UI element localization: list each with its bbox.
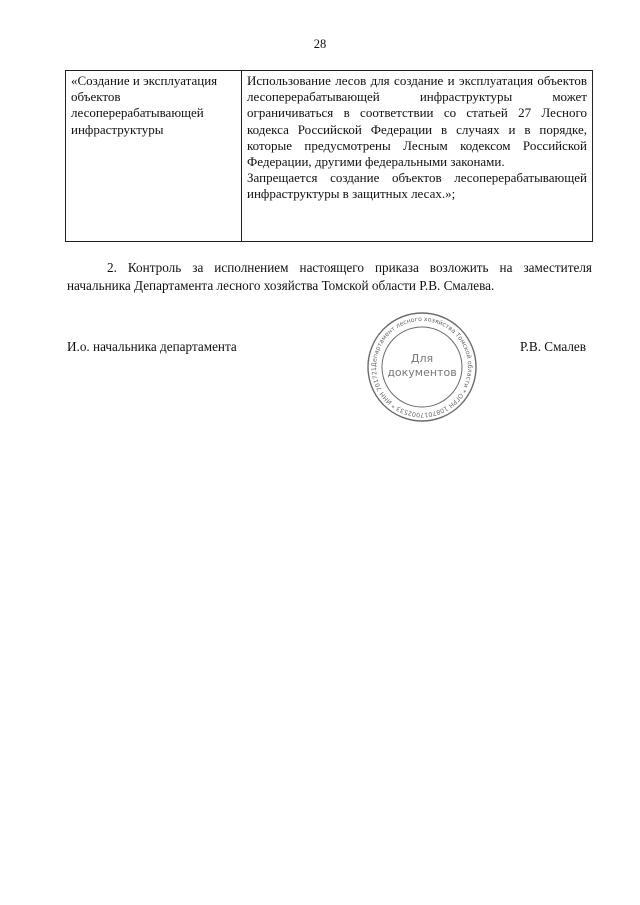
signatory-name: Р.В. Смалев (519, 339, 586, 354)
seal-center-line2: документов (387, 366, 457, 379)
official-seal-stamp (366, 311, 478, 423)
table-cell-activity: «Создание и эксплуатация объектов лесоперерабатывающей инфраструктуры (66, 71, 242, 242)
table-row (66, 71, 593, 242)
table-cell-description (242, 71, 593, 242)
regulation-table (65, 70, 593, 242)
control-paragraph: 2. Контроль за исполнением настоящего приказа возложить на заместителя начальника Департамента лесного хозяйства Томской области Р.В. Смалева. (67, 260, 592, 293)
signatory-position: И.о. начальника департамента (67, 339, 237, 354)
seal-center-line1: Для (410, 352, 434, 365)
page-number: 28 (313, 37, 327, 51)
description-paragraph-2: Запрещается создание объектов лесоперерабатывающей инфраструктуры в защитных лесах.»; (247, 170, 587, 202)
description-paragraph-1: Использование лесов для создание и эксплуатация объектов лесоперерабатывающей инфраструктуры может ограничиваться в соответствии со статьей 27 Лесного кодекса Российской Федерации в случаях и в порядке, которые предусмотрены Лесным кодексом Российской Федерации, другими федеральными законами. (247, 73, 587, 170)
seal-ring-text: Департамент лесного хозяйства Томской области * ОГРН 1087017002533 * ИНН 701721 (370, 315, 474, 419)
